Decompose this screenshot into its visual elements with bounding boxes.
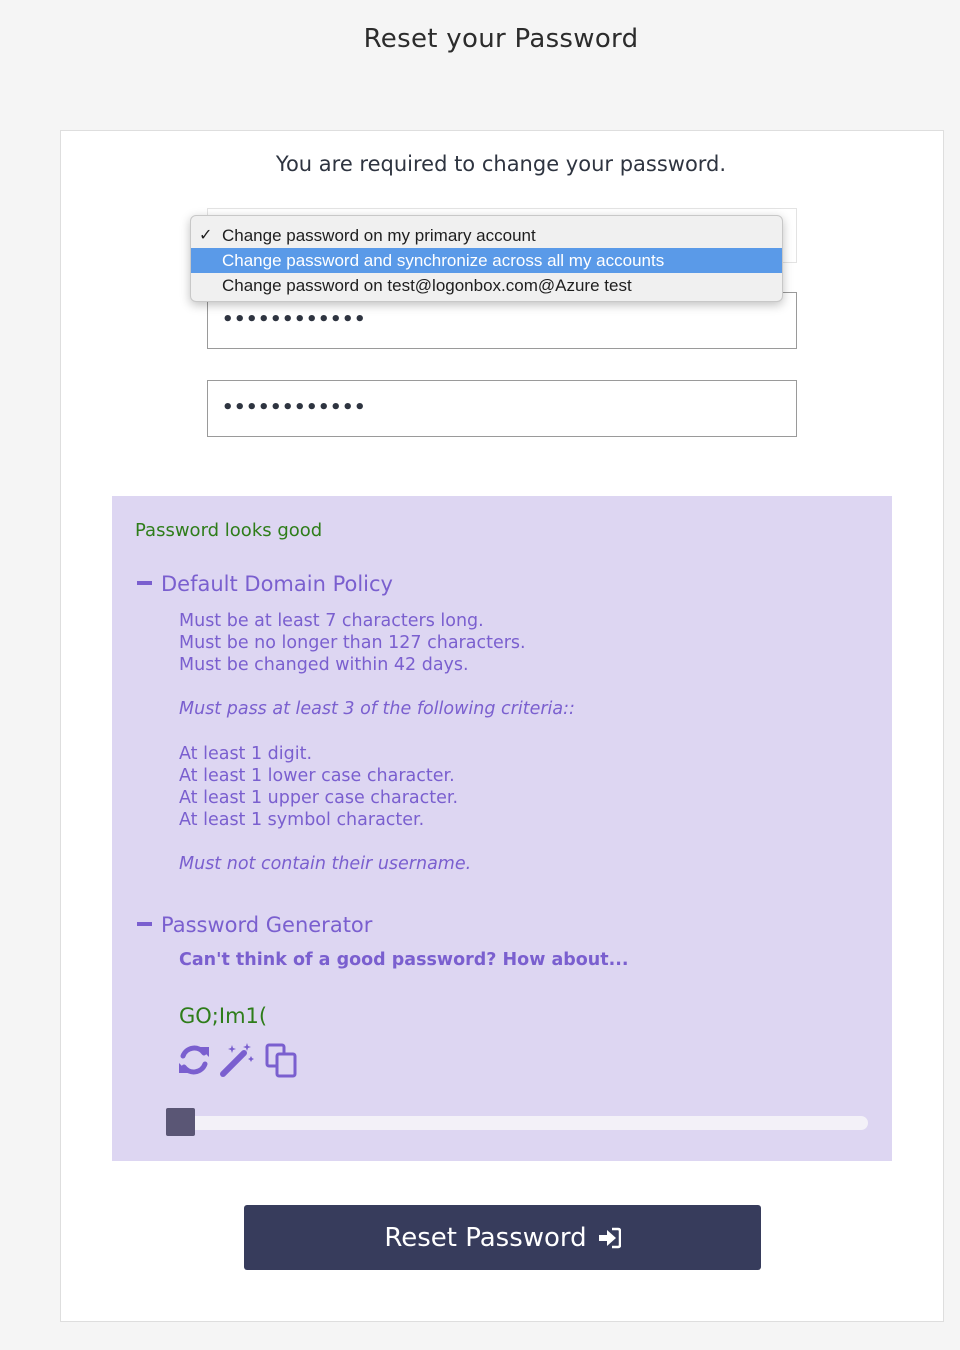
page-subtitle: You are required to change your password. [275,152,727,176]
account-select-dropdown[interactable] [190,215,783,302]
password-length-slider-handle[interactable] [166,1108,195,1136]
copy-icon[interactable] [263,1041,301,1079]
password-generator-heading: Password Generator [161,913,373,937]
new-password-value: •••••••••••• [222,309,367,330]
page-title: Reset your Password [363,24,639,54]
check-icon: ✓ [199,227,213,244]
sign-in-icon [597,1227,621,1249]
refresh-icon[interactable] [175,1041,213,1079]
criteria-item: At least 1 digit. [179,744,313,764]
criteria-intro: Must pass at least 3 of the following criteria:: [179,699,575,719]
criteria-item: At least 1 lower case character. [179,766,455,786]
policy-rule: Must be at least 7 characters long. [179,611,484,631]
policy-rule: Must be changed within 42 days. [179,655,469,675]
confirm-password-value: •••••••••••• [222,397,367,418]
account-option-label: Change password on my primary account [222,226,536,245]
collapse-icon [137,581,152,585]
domain-policy-toggle[interactable] [137,572,393,596]
username-rule: Must not contain their username. [179,854,472,874]
password-policy-panel [112,496,892,1161]
collapse-icon [137,922,152,926]
generated-password[interactable]: GO;Im1( [179,1004,268,1028]
reset-password-label: Reset Password [384,1222,587,1253]
account-option-sync-all[interactable] [191,248,782,273]
domain-policy-heading: Default Domain Policy [161,572,393,596]
criteria-item: At least 1 upper case character. [179,788,459,808]
policy-rule: Must be no longer than 127 characters. [179,633,526,653]
password-length-slider[interactable] [166,1116,868,1130]
criteria-item: At least 1 symbol character. [179,810,425,830]
reset-password-button[interactable] [244,1205,761,1270]
password-generator-toggle[interactable] [137,913,372,937]
account-option-label: Change password and synchronize across all my accounts [222,251,665,270]
magic-wand-icon[interactable] [218,1041,256,1079]
account-option-primary[interactable] [191,223,782,248]
generator-prompt: Can't think of a good password? How about... [179,950,629,970]
account-option-label: Change password on test@logonbox.com@Azure test [222,276,632,295]
password-status: Password looks good [135,520,323,541]
confirm-password-field[interactable] [207,380,797,437]
account-option-azure[interactable] [191,273,782,298]
